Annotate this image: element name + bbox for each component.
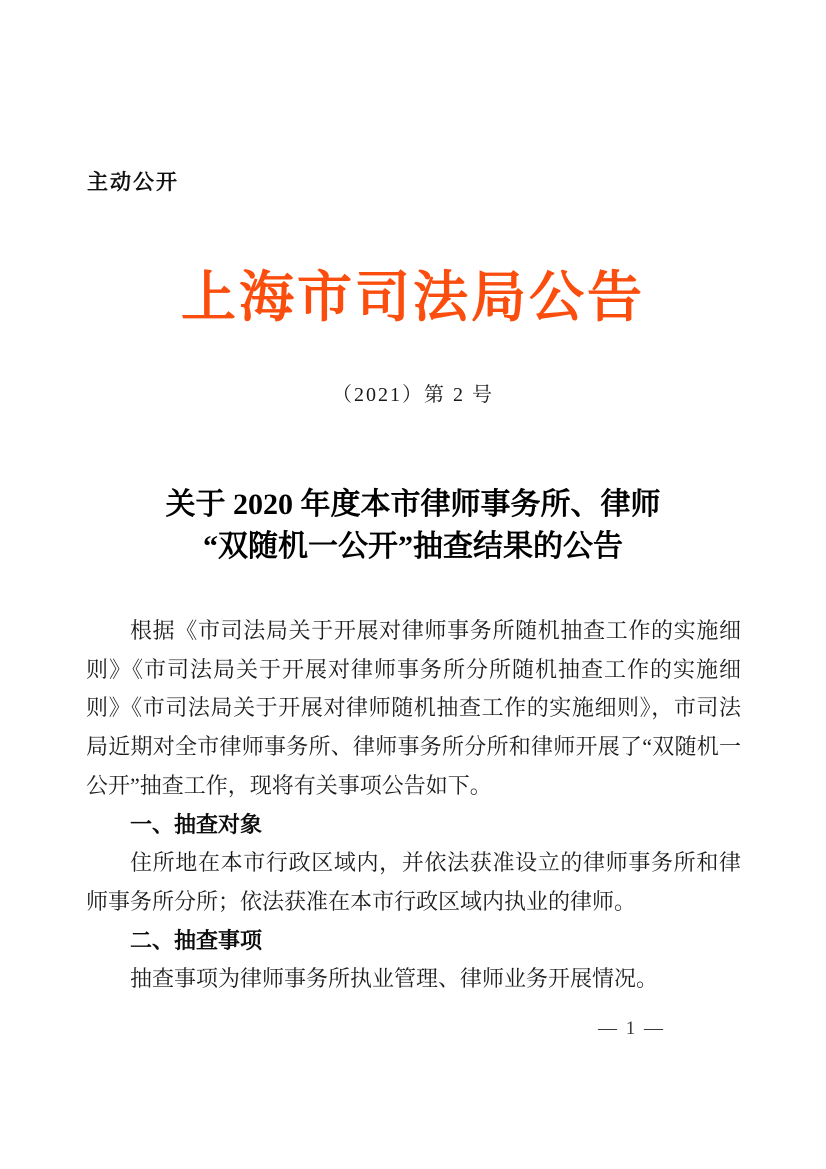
announcement-title-line-2: “双随机一公开”抽查结果的公告 [203, 530, 623, 563]
announcement-title-line-1: 关于 2020 年度本市律师事务所、律师 [165, 488, 661, 521]
section-text-2: 抽查事项为律师事务所执业管理、律师业务开展情况。 [130, 966, 659, 992]
intro-paragraph: 根据《市司法局关于开展对律师事务所随机抽查工作的实施细则》《市司法局关于开展对律师事务所分所随机抽查工作的实施细则》《市司法局关于开展对律师随机抽查工作的实施细则》，市司法局近期对全市律师事务所、律师事务所分所和律师开展了“双随机一公开”抽查工作，现将有关事项公告如下。 [86, 618, 741, 798]
section-heading-2: 二、抽查事项 [130, 927, 263, 953]
classification-label: 主动公开 [87, 171, 179, 194]
section-heading-1: 一、抽查对象 [130, 811, 263, 837]
document-number: （2021）第 2 号 [332, 384, 494, 406]
agency-title: 上海市司法局公告 [180, 267, 645, 328]
section-text-1: 住所地在本市行政区域内，并依法获准设立的律师事务所和律师事务所分所；依法获准在本市行政区域内执业的律师。 [86, 850, 741, 914]
page-number: — 1 — [598, 1018, 665, 1039]
document-body [86, 612, 741, 999]
announcement-title [86, 484, 740, 568]
